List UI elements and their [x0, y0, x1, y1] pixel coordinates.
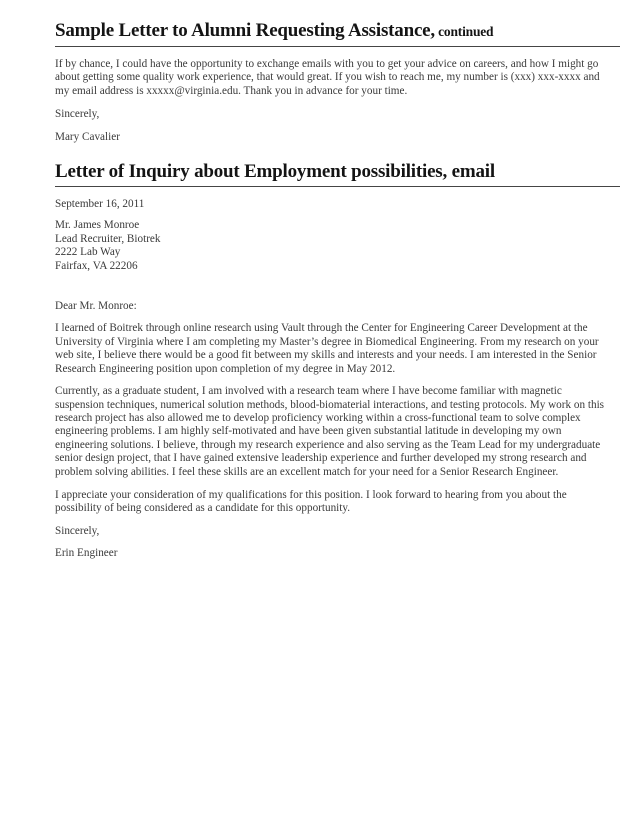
recipient-city: Fairfax, VA 22206: [55, 259, 138, 272]
section-alumni-letter: [55, 20, 620, 144]
paragraph-alumni-body: If by chance, I could have the opportunity to exchange emails with you to get your advice on careers, and how I might go about getting some quality work experience, that would great. If you wish to reach me, my number is (xxx) xxx-xxxx and my email address is xxxxx@virginia.edu. Thank you in advance for your time.: [55, 58, 600, 97]
paragraph-inquiry-2: Currently, as a graduate student, I am involved with a research team where I have become familiar with magnetic suspension techniques, numerical solution methods, blood-biomaterial interactions, and testing protocols. My work on this research project has also allowed me to develop proficiency working within a cross-functional team to solve complex engineering problems. I am highly self-motivated and have been given substantial latitude in developing my own engineering solutions. I believe, through my research experience and also serving as the Team Lead for my undergraduate senior design project, that I have gained extensive leadership experience and further developed my strong research and problem solving abilities. I feel these skills are an excellent match for your need for a Senior Research Engineer.: [55, 385, 605, 478]
signature-line: Erin Engineer: [55, 547, 118, 560]
recipient-street: 2222 Lab Way: [55, 246, 121, 259]
recipient-name: Mr. James Monroe: [55, 219, 140, 232]
section-inquiry-letter: [55, 161, 620, 561]
closing-line: Sincerely,: [55, 108, 100, 121]
section-heading-alumni: [55, 20, 620, 47]
salutation-line: Dear Mr. Monroe:: [55, 300, 137, 313]
recipient-title: Lead Recruiter, Biotrek: [55, 232, 161, 245]
heading-suffix: continued: [434, 24, 494, 39]
paragraph-inquiry-1: I learned of Boitrek through online research using Vault through the Center for Engineering Career Development at the University of Virginia where I am completing my Master’s degree in Biomedical Engineering. From my research on your web site, I believe there would be a good fit between my skills and interests and your needs. I am interested in the Senior Research Engineering position upon completion of my degree in May 2012.: [55, 322, 599, 375]
heading-title: Sample Letter to Alumni Requesting Assistance,: [55, 20, 435, 41]
signature-line: Mary Cavalier: [55, 130, 120, 143]
date-line: September 16, 2011: [55, 198, 145, 211]
paragraph-inquiry-3: I appreciate your consideration of my qualifications for this position. I look forward to hearing from you about the possibility of being considered as a candidate for this opportunity.: [55, 488, 567, 515]
closing-line: Sincerely,: [55, 524, 100, 537]
heading-title: Letter of Inquiry about Employment possibilities, email: [55, 161, 495, 183]
recipient-address: [55, 219, 607, 273]
section-heading-inquiry: [55, 161, 620, 187]
